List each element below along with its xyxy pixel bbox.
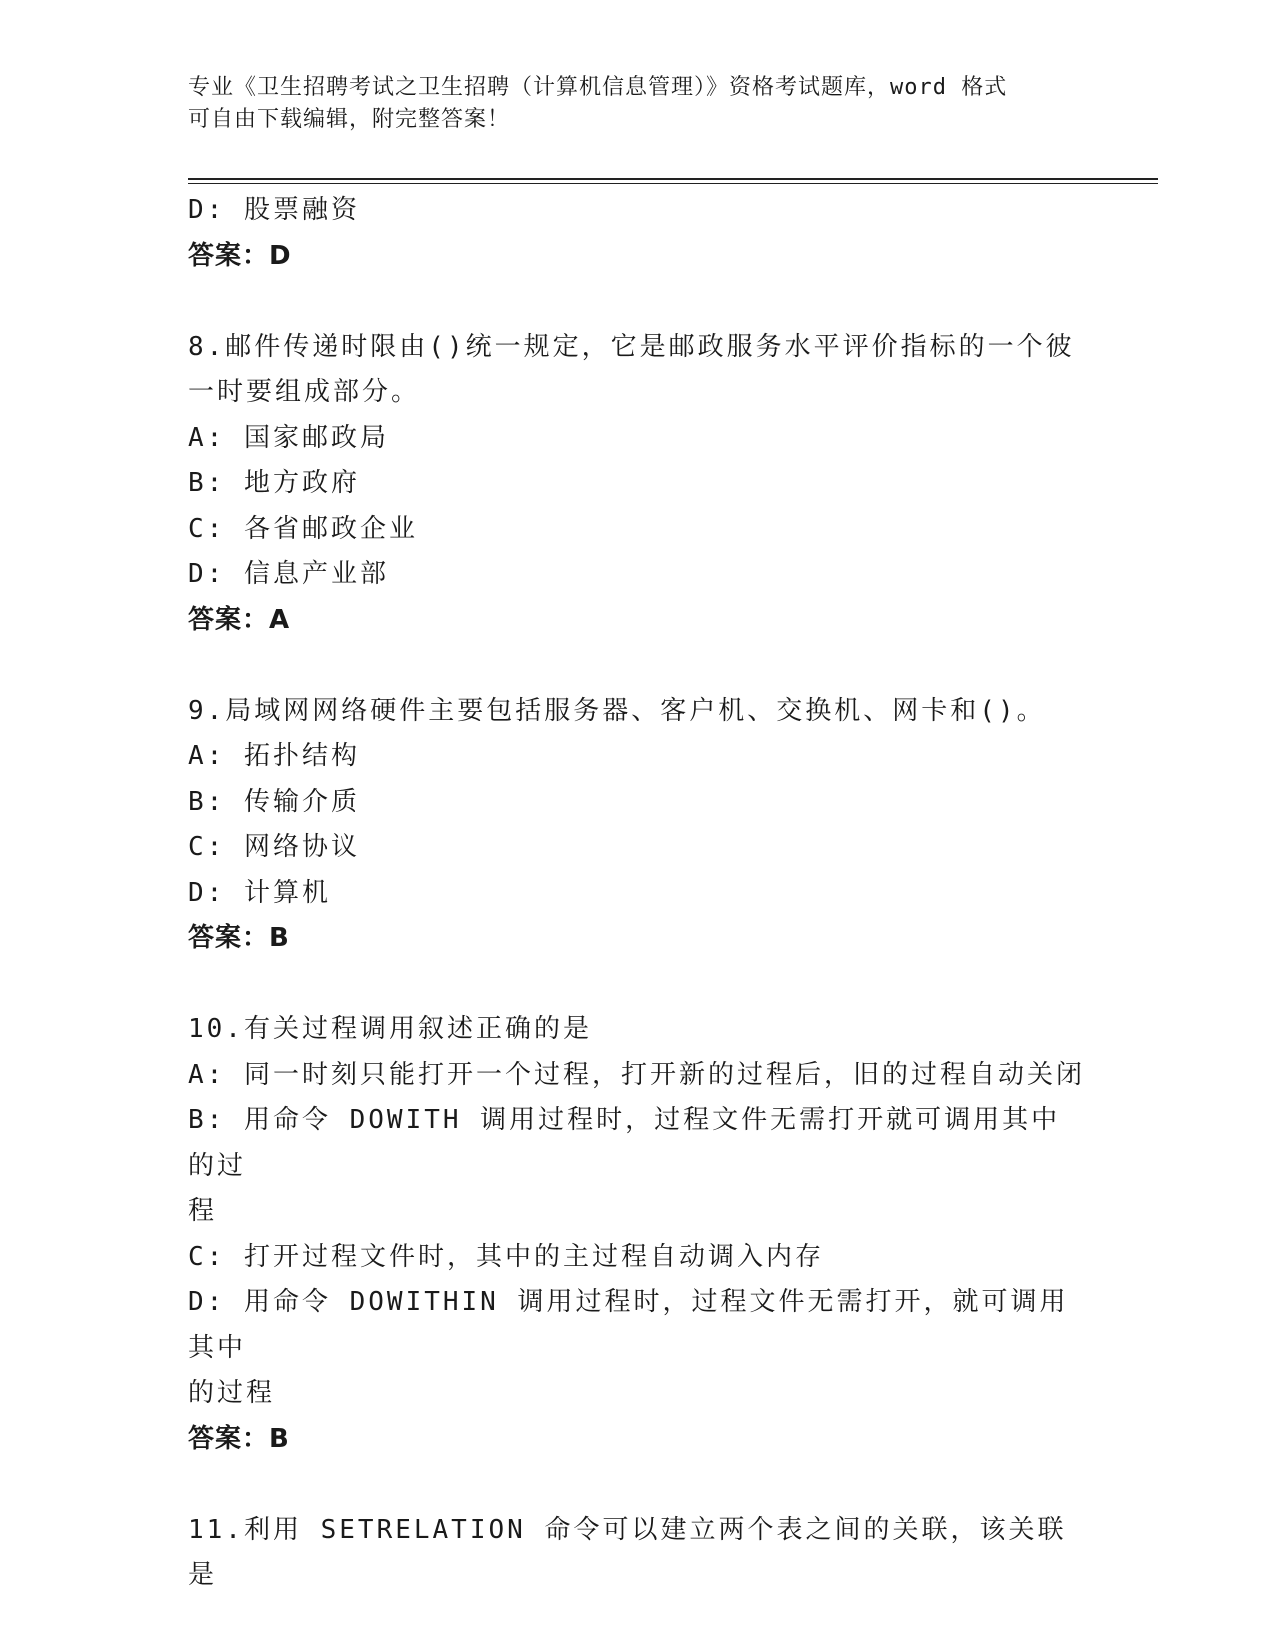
q8-option-c: C: 各省邮政企业 bbox=[188, 513, 418, 544]
header-divider-thin bbox=[188, 183, 1158, 184]
q9-option-b: B: 传输介质 bbox=[188, 786, 360, 817]
header-divider-thick bbox=[188, 178, 1158, 180]
q8-option-b: B: 地方政府 bbox=[188, 468, 360, 498]
q10-option-d-line-1: D: 用命令 DOWITHIN 调用过程时，过程文件无需打开，就可调用其中 bbox=[188, 1287, 1069, 1363]
q9-option-c: C: 网络协议 bbox=[188, 832, 360, 862]
q10-option-a: A: 同一时刻只能打开一个过程，打开新的过程后，旧的过程自动关闭 bbox=[188, 1059, 1085, 1090]
q11-stem: 11.利用 SETRELATION 命令可以建立两个表之间的关联，该关联是 bbox=[188, 1514, 1067, 1590]
header-line-2: 可自由下载编辑，附完整答案！ bbox=[188, 107, 511, 132]
q10-answer: 答案：B bbox=[188, 1423, 290, 1454]
spacer bbox=[188, 1462, 1088, 1508]
q10-option-b-line-1: B: 用命令 DOWITH 调用过程时，过程文件无需打开就可调用其中的过 bbox=[188, 1105, 1061, 1181]
q8-stem-line-1: 8.邮件传递时限由()统一规定，它是邮政服务水平评价指标的一个彼 bbox=[188, 331, 1075, 362]
q9-stem: 9.局域网网络硬件主要包括服务器、客户机、交换机、网卡和()。 bbox=[188, 695, 1046, 726]
q10-stem: 10.有关过程调用叙述正确的是 bbox=[188, 1014, 592, 1044]
q10-option-d-line-2: 的过程 bbox=[188, 1378, 276, 1408]
q8-stem-line-2: 一时要组成部分。 bbox=[188, 377, 421, 407]
question-content bbox=[188, 188, 1088, 1599]
q10-option-b-line-2: 程 bbox=[188, 1196, 218, 1226]
q10-option-c: C: 打开过程文件时，其中的主过程自动调入内存 bbox=[188, 1241, 824, 1272]
spacer bbox=[188, 962, 1088, 1008]
q8-answer: 答案：A bbox=[188, 604, 291, 635]
header-line-1: 专业《卫生招聘考试之卫生招聘（计算机信息管理）》资格考试题库，word 格式 bbox=[188, 75, 1008, 100]
prev-answer: 答案：D bbox=[188, 240, 292, 271]
spacer bbox=[188, 643, 1088, 689]
spacer bbox=[188, 279, 1088, 325]
document-header bbox=[188, 72, 1068, 136]
q9-option-d: D: 计算机 bbox=[188, 877, 331, 908]
q9-answer: 答案：B bbox=[188, 923, 290, 953]
prev-option-d: D: 股票融资 bbox=[188, 195, 360, 225]
q8-option-d: D: 信息产业部 bbox=[188, 559, 389, 589]
q9-option-a: A: 拓扑结构 bbox=[188, 741, 360, 771]
q8-option-a: A: 国家邮政局 bbox=[188, 422, 389, 453]
